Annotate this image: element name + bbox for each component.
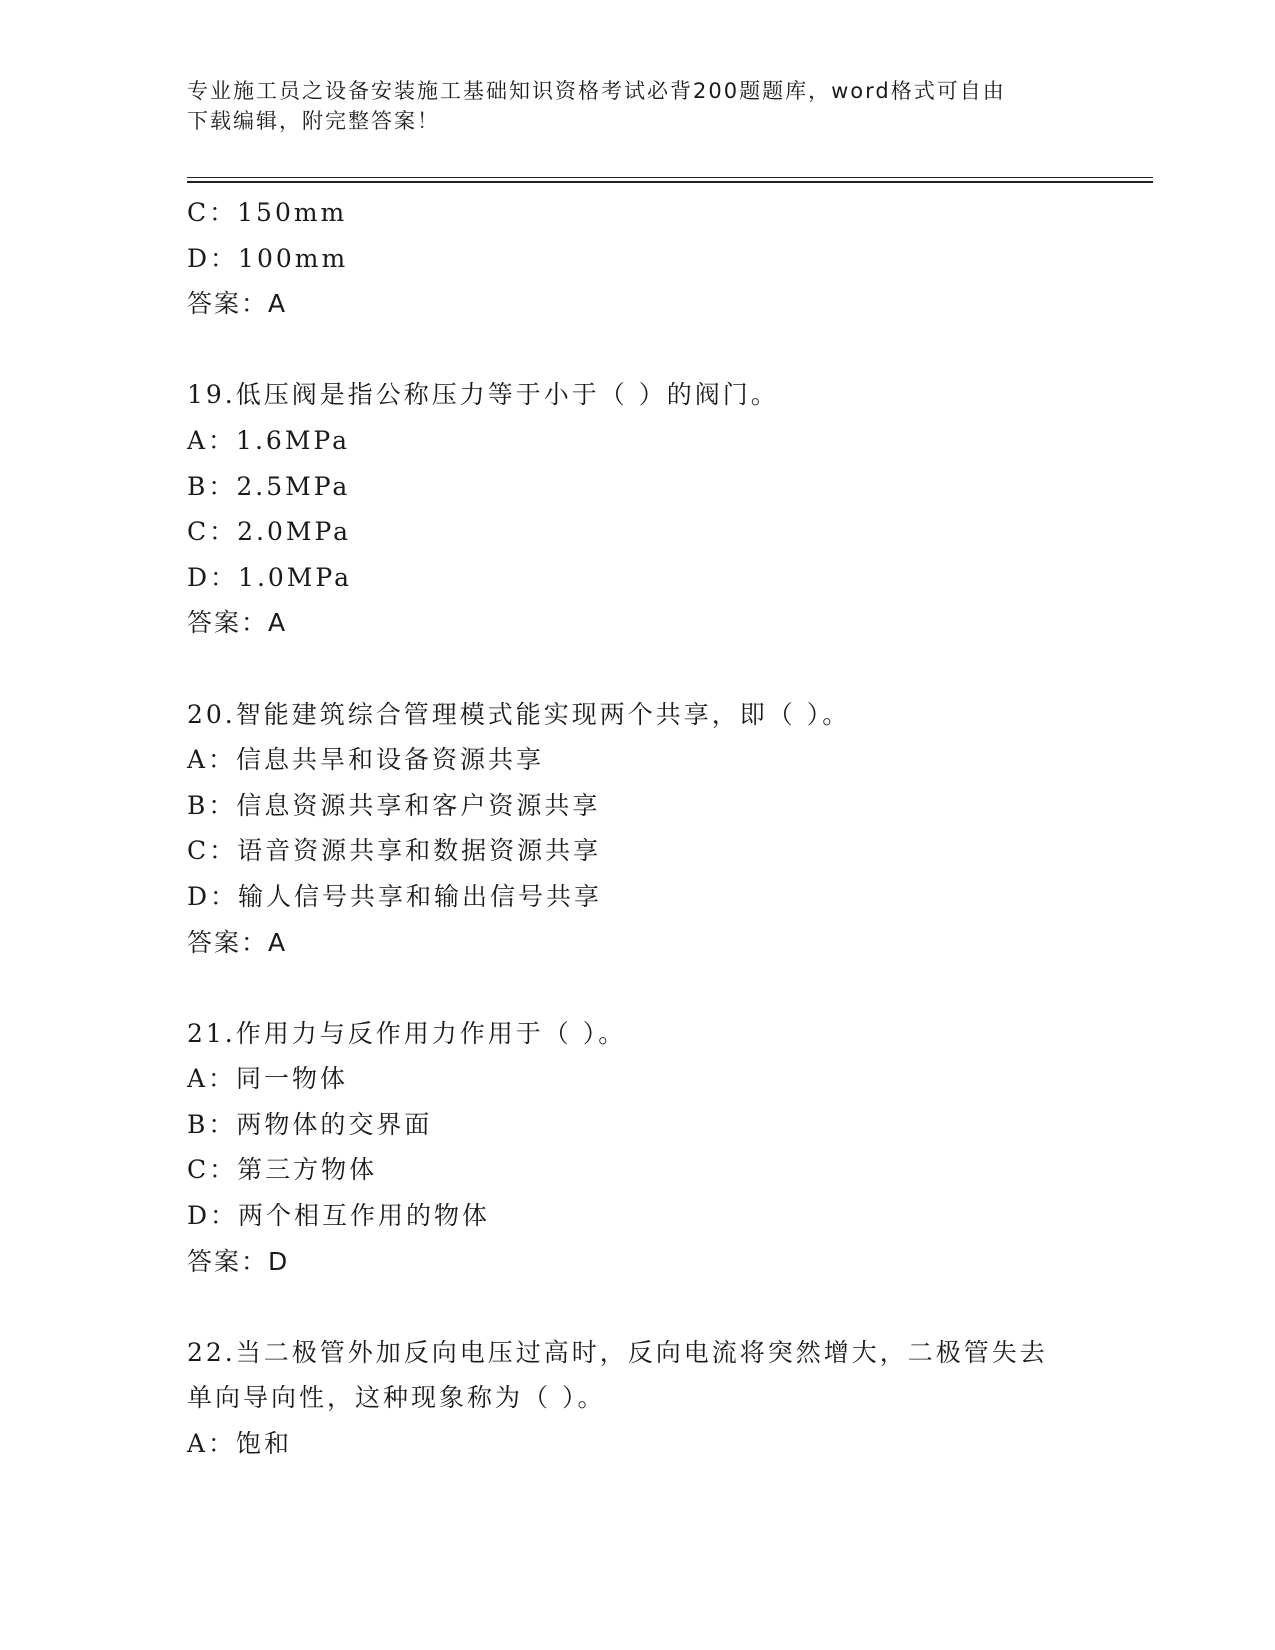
answer-label: 答案：A [187,289,288,319]
option-d: D：两个相互作用的物体 [187,1201,491,1231]
question-stem: 19.低压阀是指公称压力等于小于（ ）的阀门。 [187,380,779,410]
option-a: A：1.6MPa [187,425,351,455]
header-title-line-2: 下载编辑，附完整答案！ [187,109,440,133]
question-list [187,190,1087,1467]
question-22 [187,1330,1087,1467]
spacer [187,965,1087,1011]
answer-label: 答案：D [187,1246,290,1276]
option-b: B：两物体的交界面 [187,1109,433,1139]
header-divider-thin [187,177,1153,178]
option-d: D：输人信号共享和输出信号共享 [187,881,603,911]
question-19 [187,372,1087,646]
question-stem: 20.智能建筑综合管理模式能实现两个共享，即（ ）。 [187,699,851,729]
option-c: C：2.0MPa [187,517,352,547]
option-b: B：2.5MPa [187,471,351,501]
option-d: D：100mm [187,243,349,273]
option-a: A：饱和 [187,1429,293,1459]
header-divider-thick [187,181,1153,183]
option-c: C：第三方物体 [187,1155,378,1185]
spacer [187,327,1087,373]
option-d: D：1.0MPa [187,562,353,592]
header-title-line-1: 专业施工员之设备安装施工基础知识资格考试必背200题题库，word格式可自由 [187,79,1006,103]
option-a: A：同一物体 [187,1064,349,1094]
option-c: C：语音资源共享和数据资源共享 [187,836,602,866]
question-21 [187,1011,1087,1285]
document-header [187,76,1087,136]
question-18 [187,190,1087,327]
question-stem: 21.作用力与反作用力作用于（ ）。 [187,1018,627,1048]
question-stem-line-1: 22.当二极管外加反向电压过高时，反向电流将突然增大，二极管失去 [187,1337,1048,1367]
spacer [187,1284,1087,1330]
option-a: A：信息共旱和设备资源共享 [187,745,545,775]
answer-label: 答案：A [187,927,288,957]
option-b: B：信息资源共享和客户资源共享 [187,790,601,820]
question-20 [187,692,1087,966]
spacer [187,646,1087,692]
question-stem-line-2: 单向导向性，这种现象称为（ ）。 [187,1383,606,1413]
option-c: C：150mm [187,198,348,227]
answer-label: 答案：A [187,608,288,638]
